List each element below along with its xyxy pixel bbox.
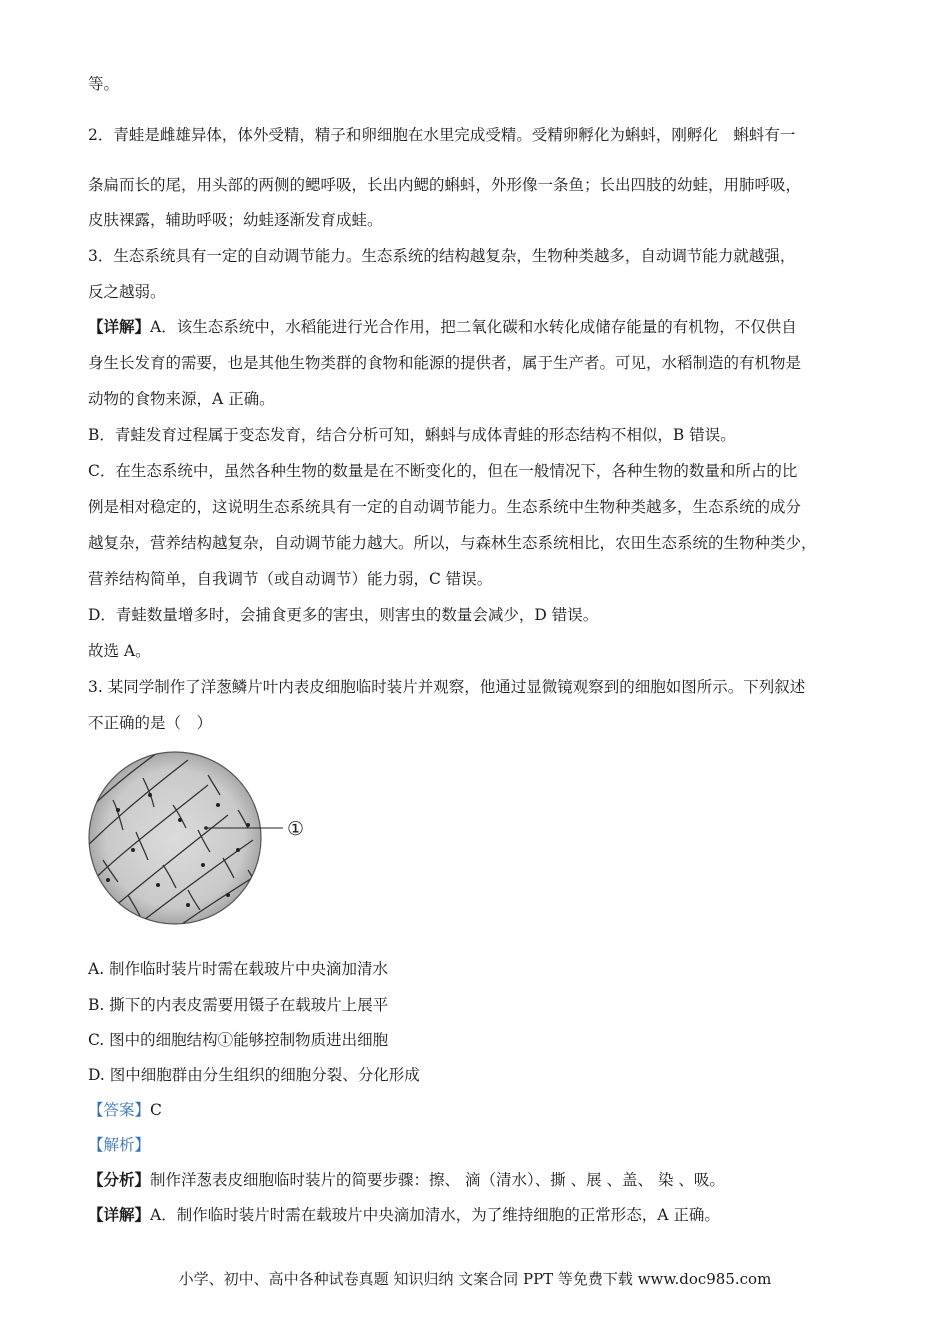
analysis-tag: 【解析】 <box>88 1136 151 1154</box>
detail-text: A．该生态系统中，水稻能进行光合作用，把二氧化碳和水转化成储存能量的有机物，不仅供自 <box>150 318 797 336</box>
text-line: B．青蛙发育过程属于变态发育，结合分析可知，蝌蚪与成体青蛙的形态结构不相似，B 错误。 <box>88 426 736 444</box>
detail-line <box>88 316 797 338</box>
option-b: B. 撕下的内表皮需要用镊子在载玻片上展平 <box>88 996 389 1014</box>
option-c: C. 图中的细胞结构①能够控制物质进出细胞 <box>88 1031 389 1049</box>
structure-marker: ① <box>287 818 305 840</box>
text-line: 越复杂，营养结构越复杂，自动调节能力越大。所以，与森林生态系统相比，农田生态系统的生物种类少， <box>88 534 817 552</box>
text-line: 2．青蛙是雌雄异体，体外受精，精子和卵细胞在水里完成受精。受精卵孵化为蝌蚪，刚孵化 蝌蚪有一 <box>88 126 796 144</box>
answer-tag: 【答案】 <box>88 1101 151 1119</box>
text-line: C．在生态系统中，虽然各种生物的数量是在不断变化的，但在一般情况下，各种生物的数量和所占的比 <box>88 462 798 480</box>
answer-line <box>88 1099 162 1121</box>
fenxi-text: 制作洋葱表皮细胞临时装片的简要步骤：擦、 滴（清水）、撕 、展 、盖、 染 、吸。 <box>150 1171 725 1189</box>
text-line: 条扁而长的尾，用头部的两侧的鳃呼吸，长出内鳃的蝌蚪，外形像一条鱼；长出四肢的幼蛙，用肺呼吸， <box>88 176 802 194</box>
text-line: 皮肤裸露，辅助呼吸；幼蛙逐渐发育成蛙。 <box>88 211 383 229</box>
question-stem: 3. 某同学制作了洋葱鳞片叶内表皮细胞临时装片并观察，他通过显微镜观察到的细胞如图所示。下列叙述 <box>88 678 806 696</box>
microscope-figure <box>88 750 328 930</box>
text-line: 故选 A。 <box>88 642 151 660</box>
option-d: D. 图中细胞群由分生组织的细胞分裂、分化形成 <box>88 1066 420 1084</box>
fenxi-line <box>88 1169 725 1191</box>
answer-value: C <box>150 1101 162 1119</box>
option-a: A. 制作临时装片时需在载玻片中央滴加清水 <box>88 960 389 978</box>
detail2-line <box>88 1204 720 1226</box>
question-stem: 不正确的是（ ） <box>88 714 213 732</box>
page-footer: 小学、初中、高中各种试卷真题 知识归纳 文案合同 PPT 等免费下载 www.doc985.com <box>178 1270 772 1288</box>
text-line: D．青蛙数量增多时，会捕食更多的害虫，则害虫的数量会减少，D 错误。 <box>88 606 599 624</box>
text-line: 身生长发育的需要，也是其他生物类群的食物和能源的提供者，属于生产者。可见，水稻制造的有机物是 <box>88 354 802 372</box>
detail2-tag: 【详解】 <box>88 1205 151 1224</box>
detail2-text: A．制作临时装片时需在载玻片中央滴加清水，为了维持细胞的正常形态，A 正确。 <box>150 1206 720 1224</box>
text-line: 反之越弱。 <box>88 283 166 301</box>
text-line: 例是相对稳定的，这说明生态系统具有一定的自动调节能力。生态系统中生物种类越多，生态系统的成分 <box>88 498 802 516</box>
text-line: 动物的食物来源，A 正确。 <box>88 390 275 408</box>
detail-tag: 【详解】 <box>88 317 151 336</box>
text-line: 营养结构简单，自我调节（或自动调节）能力弱，C 错误。 <box>88 570 493 588</box>
text-line: 等。 <box>88 75 120 93</box>
fenxi-tag: 【分析】 <box>88 1170 151 1189</box>
text-line: 3．生态系统具有一定的自动调节能力。生态系统的结构越复杂，生物种类越多，自动调节能力就越强， <box>88 247 796 265</box>
